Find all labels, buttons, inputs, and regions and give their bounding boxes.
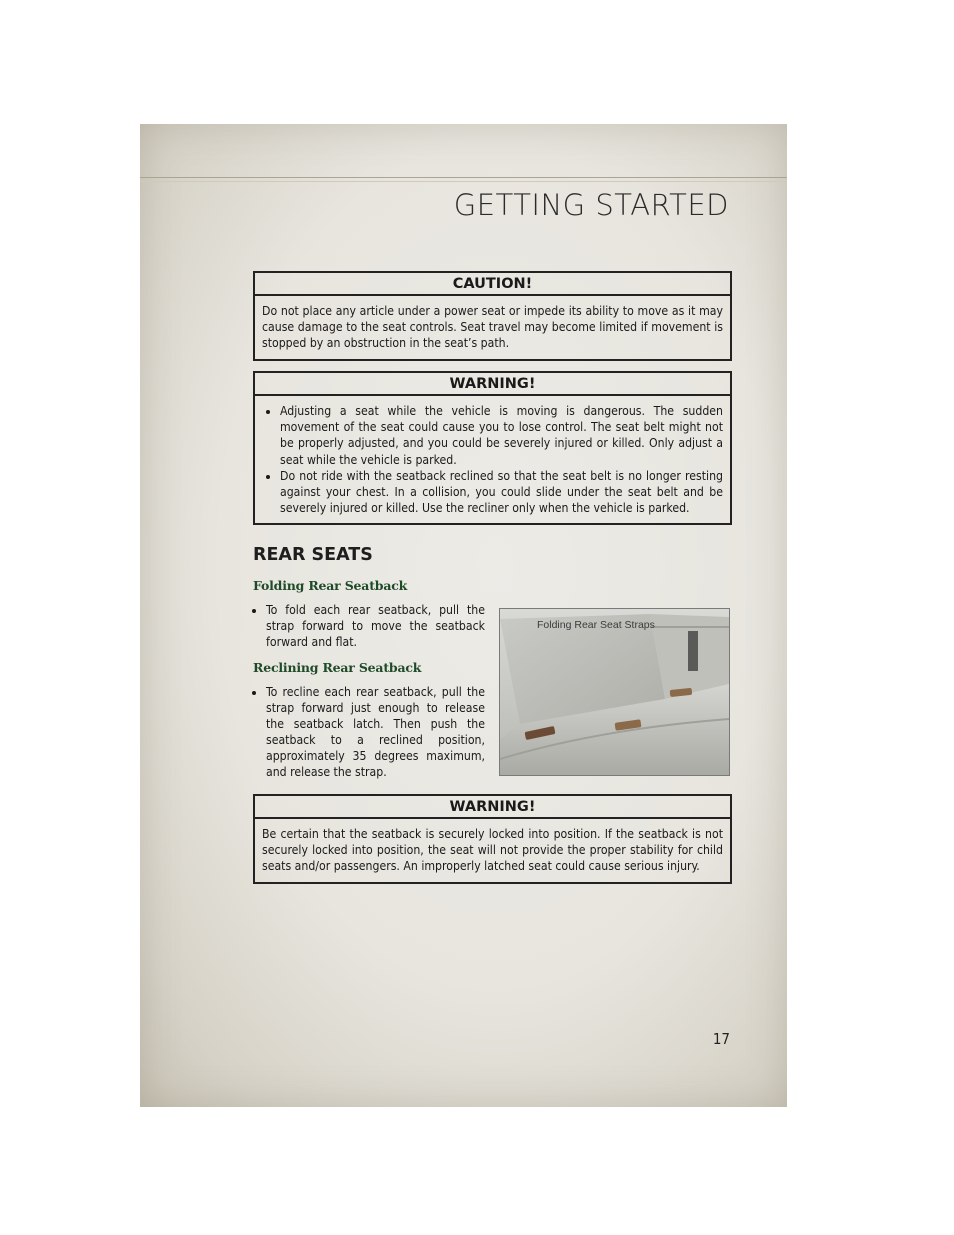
rear-seat-photo <box>499 608 730 776</box>
caution-heading: CAUTION! <box>255 273 730 296</box>
rear-seat-illustration <box>500 609 729 775</box>
photo-caption-label: Folding Rear Seat Straps <box>537 619 655 631</box>
page-number: 17 <box>712 1030 730 1048</box>
caution-text: Do not place any article under a power seat or impede its ability to move as it may cause damage to the seat controls. Seat travel may become limited if movement is stopped by an obstruction in the seat’s path. <box>262 304 723 351</box>
warning-text: Be certain that the seatback is securely locked into position. If the seatback is not securely locked into position, the seat will not provide the proper stability for child seats and/or passengers. An improperly latched seat could cause serious injury. <box>262 827 723 874</box>
warning-heading: WARNING! <box>255 796 730 819</box>
reclining-list <box>253 684 485 780</box>
reclining-instructions <box>253 684 485 780</box>
warning-list <box>262 403 723 516</box>
header-rule-secondary <box>140 181 787 182</box>
reclining-list-item: • To recline each rear seatback, pull the strap forward just enough to release the seatback latch. Then push the seatback to a reclined position, approximately 35 degrees maximum, and release the strap. <box>266 684 485 780</box>
warning-heading: WARNING! <box>255 373 730 396</box>
warning-box-seat-adjust <box>253 371 732 525</box>
reclining-rear-seatback-title: Reclining Rear Seatback <box>253 660 422 675</box>
folding-rear-seatback-title: Folding Rear Seatback <box>253 578 408 593</box>
folding-list <box>253 602 485 650</box>
warning-list-item: • Adjusting a seat while the vehicle is moving is dangerous. The sudden movement of the seat could cause you to lose control. The seat belt might not be properly adjusted, and you could be severely injured or killed. Only adjust a seat while the vehicle is parked. <box>280 403 723 468</box>
warning-body <box>255 396 730 523</box>
header-rule <box>140 177 787 178</box>
folding-instructions <box>253 602 485 650</box>
warning-list-item: • Do not ride with the seatback reclined so that the seat belt is no longer resting against your chest. In a collision, you could slide under the seat belt and be severely injured or killed. Use the recliner only when the vehicle is parked. <box>280 468 723 517</box>
warning-box-seatback-lock <box>253 794 732 884</box>
rear-seats-title: REAR SEATS <box>253 545 373 565</box>
folding-list-item: • To fold each rear seatback, pull the strap forward to move the seatback forward and flat. <box>266 602 485 650</box>
manual-page <box>140 124 787 1107</box>
section-header-title: GETTING STARTED <box>453 188 729 222</box>
caution-box <box>253 271 732 361</box>
